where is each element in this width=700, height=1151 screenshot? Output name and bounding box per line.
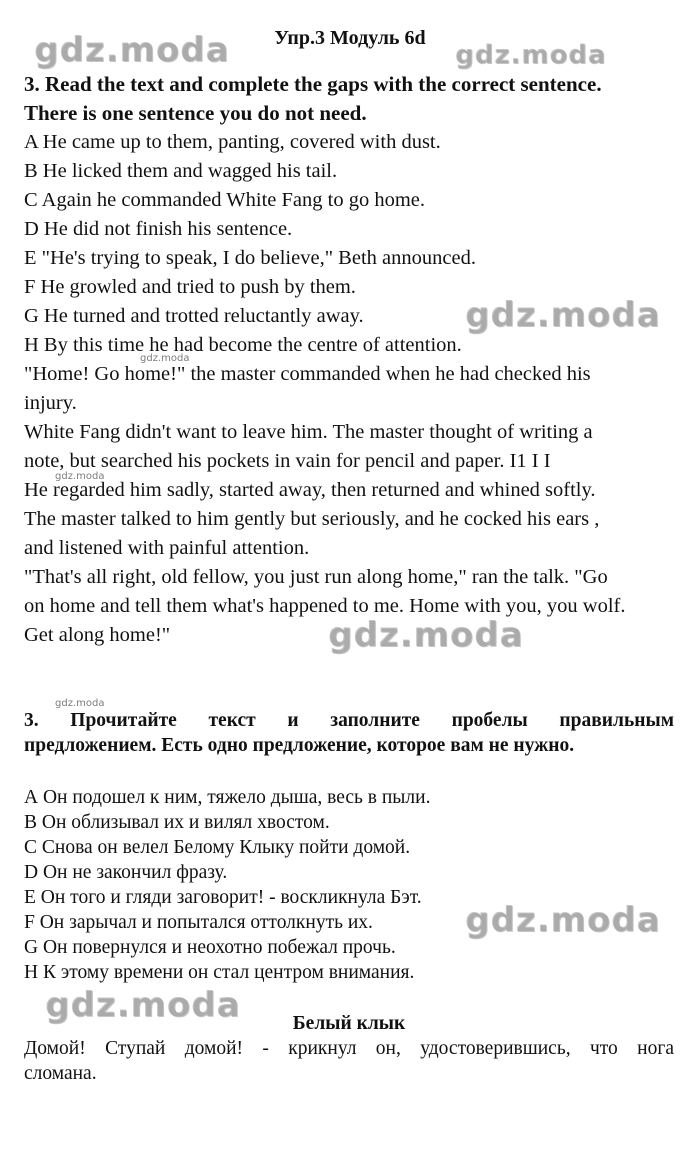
- watermark-logo: gdz.moda: [465, 295, 661, 335]
- text-line: Get along home!": [24, 624, 171, 646]
- ru-text-line-2: сломана.: [24, 1063, 97, 1084]
- watermark-small: gdz.moda: [55, 471, 105, 482]
- text-line: "Home! Go home!" the master commanded when he had checked his: [24, 363, 591, 385]
- ru-instruction-line-2: предложением. Есть одно предложение, которое вам не нужно.: [24, 735, 575, 756]
- text-line: injury.: [24, 392, 77, 414]
- text-line: The master talked to him gently but seriously, and he cocked his ears ,: [24, 508, 600, 530]
- story-title: Белый клык: [292, 1013, 406, 1034]
- option-c: C Again he commanded White Fang to go home.: [24, 189, 426, 211]
- ru-option-c: С Снова он велел Белому Клыку пойти домой.: [24, 837, 411, 858]
- ru-instruction-line-1: 3. Прочитайте текст и заполните пробелы правильным: [24, 710, 674, 731]
- ru-option-e: Е Он того и гляди заговорит! - воскликнула Бэт.: [24, 887, 422, 908]
- ru-option-f: F Он зарычал и попытался оттолкнуть их.: [24, 912, 373, 933]
- option-b: B He licked them and wagged his tail.: [24, 160, 338, 182]
- russian-options: [24, 785, 674, 985]
- text-line: "That's all right, old fellow, you just run along home," ran the talk. "Go: [24, 566, 608, 588]
- instruction-line-1: 3. Read the text and complete the gaps with the correct sentence.: [24, 72, 602, 96]
- option-a: A He came up to them, panting, covered with dust.: [24, 131, 441, 153]
- text-line: and listened with painful attention.: [24, 537, 310, 559]
- option-e: E "He's trying to speak, I do believe," Beth announced.: [24, 247, 476, 269]
- watermark-small: gdz.moda: [55, 698, 105, 709]
- instruction-line-2: There is one sentence you do not need.: [24, 101, 367, 125]
- ru-option-a: А Он подошел к ним, тяжело дыша, весь в пыли.: [24, 787, 431, 808]
- text-line: He regarded him sadly, started away, then returned and whined softly.: [24, 479, 596, 501]
- russian-instruction: [24, 708, 674, 758]
- ru-option-g: G Он повернулся и неохотно побежал прочь.: [24, 937, 396, 958]
- ru-text-line-1: Домой! Ступай домой! - крикнул он, удостоверившись, что нога: [24, 1038, 674, 1059]
- watermark-logo: gdz.moda: [465, 900, 661, 940]
- english-section: [24, 70, 674, 650]
- text-line: White Fang didn't want to leave him. The master thought of writing a: [24, 421, 593, 443]
- text-line: note, but searched his pockets in vain for pencil and paper. I1 I I: [24, 450, 551, 472]
- option-d: D He did not finish his sentence.: [24, 218, 293, 240]
- watermark-small: gdz.moda: [140, 353, 190, 364]
- ru-option-d: D Он не закончил фразу.: [24, 862, 228, 883]
- option-h: H By this time he had become the centre of attention.: [24, 334, 462, 356]
- watermark-logo: gdz.moda: [34, 30, 230, 70]
- watermark-logo: gdz.moda: [328, 615, 524, 655]
- watermark-logo: gdz.moda: [45, 985, 241, 1025]
- watermark-logo: gdz.moda: [455, 40, 607, 70]
- text-line: on home and tell them what's happened to me. Home with you, you wolf.: [24, 595, 626, 617]
- page-title: Упр.3 Модуль 6d: [274, 27, 426, 49]
- option-g: G He turned and trotted reluctantly away.: [24, 305, 364, 327]
- ru-option-b: В Он облизывал их и вилял хвостом.: [24, 812, 330, 833]
- option-f: F He growled and tried to push by them.: [24, 276, 356, 298]
- ru-option-h: Н К этому времени он стал центром внимания.: [24, 962, 415, 983]
